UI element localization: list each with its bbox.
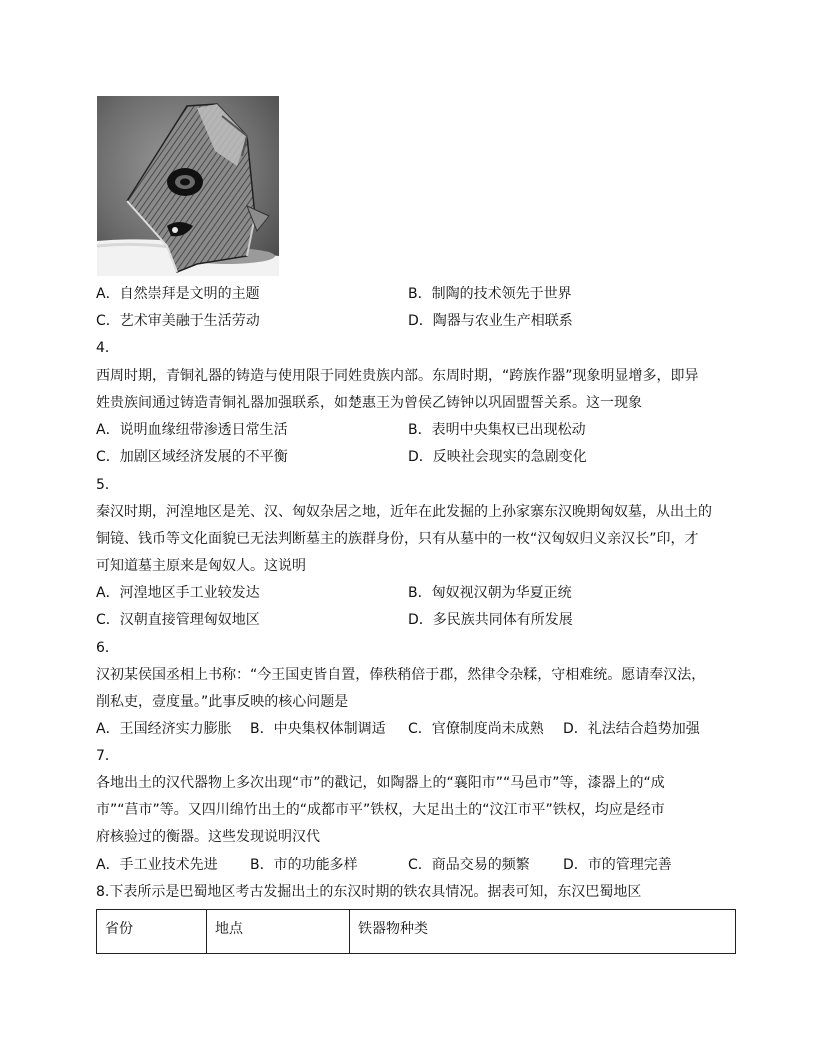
q5-number: 5． — [96, 477, 119, 493]
q6-stem-line-2: 削私吏，壹度量。”此事反映的核心问题是 — [96, 694, 349, 710]
q4-option-a: A．说明血缘纽带渗透日常生活 — [96, 422, 288, 438]
q6-option-b: B．中央集权体制调适 — [250, 721, 386, 737]
q5-option-d: D．多民族共同体有所发展 — [408, 612, 573, 628]
q7-option-d: D．市的管理完善 — [563, 857, 672, 873]
q6-stem-line-1: 汉初某侯国丞相上书称：“今王国吏皆自置，俸秩稍倍于郡，然律令杂糅，守相难统。愿请奉汉法， — [96, 667, 706, 683]
pottery-shard-image — [97, 96, 279, 276]
q5-option-c: C．汉朝直接管理匈奴地区 — [96, 612, 260, 628]
q7-number: 7． — [96, 748, 119, 764]
q3-option-b: B．制陶的技术领先于世界 — [408, 286, 572, 302]
q7-stem-line-1: 各地出土的汉代器物上多次出现“市”的戳记，如陶器上的“襄阳市”“马邑市”等，漆器上的“成 — [96, 775, 665, 791]
q4-stem-line-2: 姓贵族间通过铸造青铜礼器加强联系，如楚惠王为曾侯乙铸钟以巩固盟誓关系。这一现象 — [96, 395, 642, 411]
table-header-iron-types: 铁器物种类 — [358, 921, 428, 937]
q3-option-c: C．艺术审美融于生活劳动 — [96, 313, 260, 329]
q6-option-d: D．礼法结合趋势加强 — [563, 721, 700, 737]
q4-number: 4． — [96, 340, 119, 356]
pottery-shard-photo — [97, 96, 279, 276]
q4-option-b: B．表明中央集权已出现松动 — [408, 422, 586, 438]
q3-option-a: A．自然崇拜是文明的主题 — [96, 286, 260, 302]
q3-option-d: D．陶器与农业生产相联系 — [408, 313, 573, 329]
q6-number: 6． — [96, 640, 119, 656]
q7-option-c: C．商品交易的频繁 — [408, 857, 530, 873]
q6-option-a: A．王国经济实力膨胀 — [96, 721, 232, 737]
q6-option-c: C．官僚制度尚未成熟 — [408, 721, 544, 737]
table-header-province: 省份 — [97, 910, 207, 953]
q4-option-c: C．加剧区域经济发展的不平衡 — [96, 449, 288, 465]
q4-stem-line-1: 西周时期，青铜礼器的铸造与使用限于同姓贵族内部。东周时期，“跨族作器”现象明显增多，即异 — [96, 368, 699, 384]
q7-stem-line-3: 府核验过的衡器。这些发现说明汉代 — [96, 829, 320, 845]
q8-stem: 8.下表所示是巴蜀地区考古发掘出土的东汉时期的铁农具情况。据表可知，东汉巴蜀地区 — [96, 884, 642, 900]
q5-stem-line-2: 铜镜、钱币等文化面貌已无法判断墓主的族群身份，只有从墓中的一枚“汉匈奴归义亲汉长”印，才 — [96, 531, 699, 547]
q4-option-d: D．反映社会现实的急剧变化 — [408, 449, 587, 465]
q8-table — [96, 909, 736, 954]
table-header-location: 地点 — [207, 910, 350, 953]
q5-stem-line-1: 秦汉时期，河湟地区是羌、汉、匈奴杂居之地，近年在此发掘的上孙家寨东汉晚期匈奴墓，从出土的 — [96, 504, 712, 520]
q7-option-b: B．市的功能多样 — [250, 857, 358, 873]
q7-stem-line-2: 市”“莒市”等。又四川绵竹出土的“成都市平”铁权，大足出土的“汶江市平”铁权，均应是经市 — [96, 802, 665, 818]
q5-option-b: B．匈奴视汉朝为华夏正统 — [408, 585, 572, 601]
q7-option-a: A．手工业技术先进 — [96, 857, 218, 873]
q5-stem-line-3: 可知道墓主原来是匈奴人。这说明 — [96, 558, 306, 574]
q5-option-a: A．河湟地区手工业较发达 — [96, 585, 260, 601]
